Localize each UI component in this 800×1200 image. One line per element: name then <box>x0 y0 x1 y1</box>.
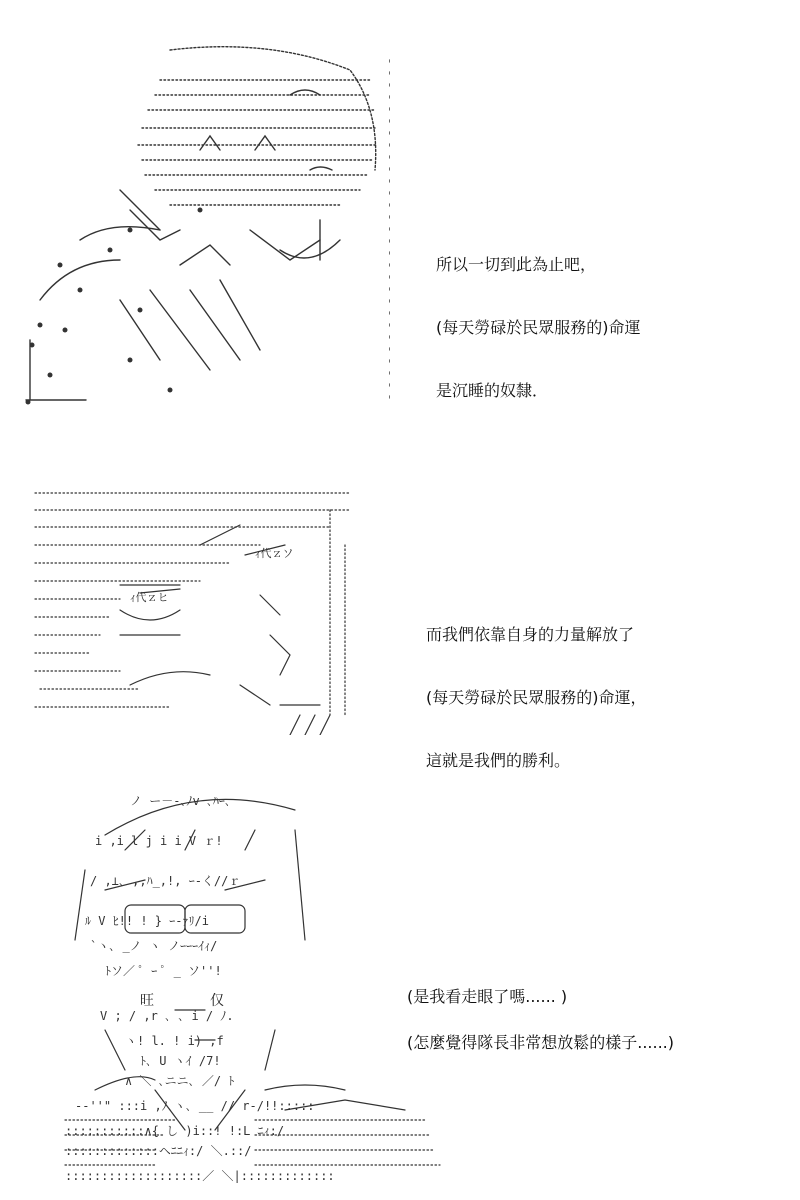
manga-panel-2 <box>0 440 800 770</box>
ascii-art-smiling-figure <box>30 485 355 735</box>
art-glyph: i ,i l j i i V ｒ! <box>95 834 223 848</box>
manga-panel-3 <box>0 770 800 1200</box>
caption-line: 而我們依靠自身的力量解放了 <box>426 625 635 644</box>
art-glyph: :::::::::::::ヘﾆﾆｨ:/ ＼.::/ <box>65 1144 252 1158</box>
manga-panel-1 <box>0 0 800 440</box>
art-glyph: :::::::::::::::::::／ ＼|::::::::::::: <box>65 1169 335 1183</box>
art-label: 旺 <box>140 993 154 1009</box>
art-glyph: ∧ ＼ ､ニニ､ ／/ ﾄ <box>125 1074 235 1088</box>
ascii-art-glasses-figure-drawing <box>45 790 445 1190</box>
art-glyph: `ヽ､ _ノ ヽ ノｰｰｰｲｨ/ <box>90 939 218 953</box>
ascii-art-sleeping-figure-drawing <box>20 40 390 415</box>
caption-line: 這就是我們的勝利。 <box>426 751 571 770</box>
caption-line: (每天勞碌於民眾服務的)命運 <box>436 318 641 337</box>
art-label: 仅 <box>210 993 224 1009</box>
art-glyph: :::::::::::∧{ し )i::! !:L ﾆｨ:/ <box>65 1124 285 1138</box>
ascii-art-smiling-figure-drawing <box>30 485 355 735</box>
caption-line: 所以一切到此為止吧， <box>436 255 597 274</box>
caption-panel-1 <box>436 212 641 443</box>
art-glyph: ヽ! l. ! i) ,f <box>125 1034 224 1048</box>
caption-panel-3-line-2 <box>407 990 674 1095</box>
art-glyph: / ,⊥､ ,,ﾊ_,!, ｰ-く//ｒ <box>90 874 241 888</box>
art-glyph: ﾄソ／ ﾟ ｰ ﾟ _ ソ''! <box>105 964 222 978</box>
caption-line: 是沉睡的奴隸． <box>436 381 549 400</box>
caption-line: (怎麼覺得隊長非常想放鬆的樣子......) <box>407 1033 675 1052</box>
caption-line: (每天勞碌於民眾服務的)命運， <box>426 688 647 707</box>
art-glyph: ﾙ V ﾋ!! ! } ｰ-ｧﾘ/i <box>85 914 209 928</box>
art-glyph: ノ ー－-､ﾉv ､ﾊｰ､ <box>130 794 231 808</box>
art-glyph: ﾄ､ U ヽｲ /7! <box>140 1054 221 1068</box>
art-glyph: V ; / ,r ､ ､ i / ﾉ. <box>100 1009 234 1023</box>
ascii-art-glasses-figure <box>45 790 445 1190</box>
caption-line: (是我看走眼了嗎...... ) <box>407 987 568 1006</box>
art-glyph: ｨ代ｚソ <box>255 547 294 560</box>
art-glyph: --''" :::i ,ﾉ､ヽ､ __ // r-/!!::::: <box>75 1099 315 1113</box>
art-glyph: ｨ代ｚヒ <box>130 591 169 604</box>
ascii-art-sleeping-figure <box>20 40 390 415</box>
